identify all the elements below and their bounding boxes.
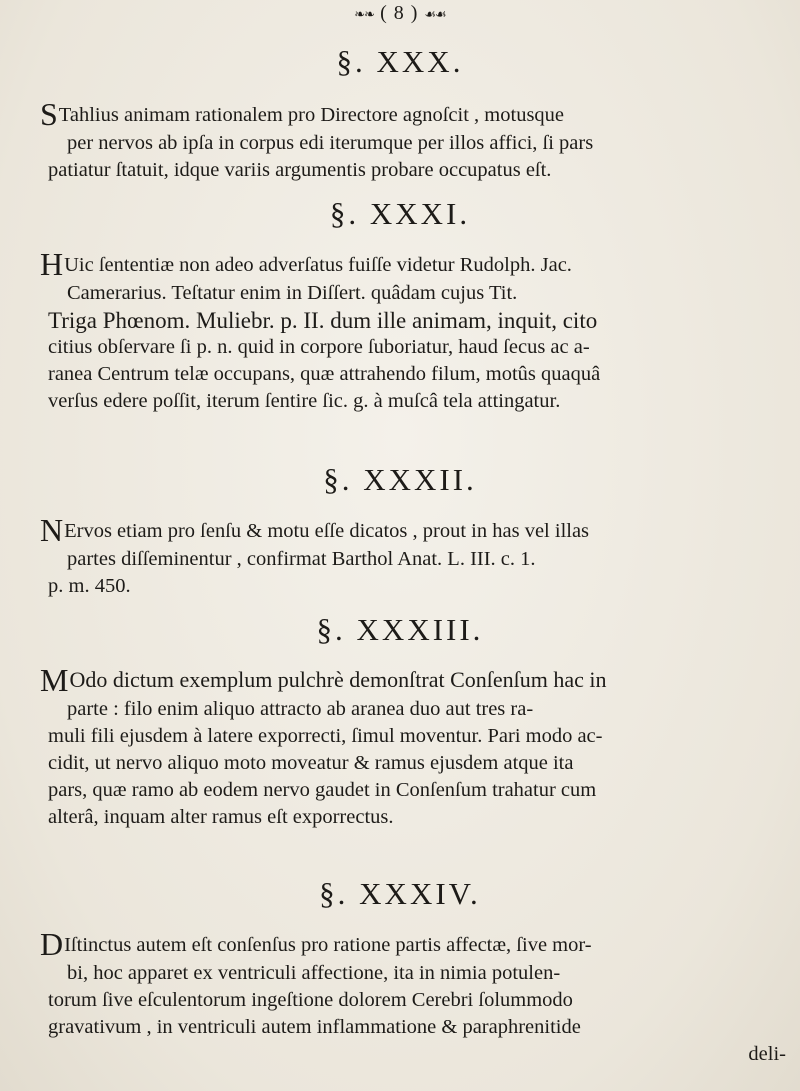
initial-letter: D bbox=[40, 926, 64, 962]
paragraph-line: citius obſervare ſi p. n. quid in corpore ſuboriatur, haud ſecus ac a- bbox=[48, 336, 590, 358]
initial-letter: N bbox=[40, 512, 64, 548]
ornament-left-icon: ❧❧ bbox=[354, 6, 375, 22]
section-heading-xxxiv: §. XXXIV. bbox=[319, 876, 481, 911]
section-paragraph-xxx bbox=[40, 96, 796, 184]
initial-letter: H bbox=[40, 246, 64, 282]
paragraph-line: parte : filo enim aliquo attracto ab aranea duo aut tres ra- bbox=[67, 698, 534, 720]
initial-letter: M bbox=[40, 662, 69, 698]
paragraph-line: DIſtinctus autem eſt conſenſus pro ratione partis affectæ, ſive mor- bbox=[40, 926, 592, 962]
page-header bbox=[0, 2, 800, 25]
paragraph-line: Triga Phœnom. Muliebr. p. II. dum ille animam, inquit, cito bbox=[48, 308, 598, 333]
paragraph-line: verſus edere poſſit, iterum ſentire ſic. g. à muſcâ tela attingatur. bbox=[48, 390, 561, 412]
paragraph-line: per nervos ab ipſa in corpus edi iterumque per illos affici, ſi pars bbox=[67, 132, 594, 154]
paragraph-line: Camerarius. Teſtatur enim in Diſſert. quâdam cujus Tit. bbox=[67, 282, 518, 304]
paragraph-line: pars, quæ ramo ab eodem nervo gaudet in Conſenſum trahatur cum bbox=[48, 779, 597, 801]
paragraph-line: torum ſive eſculentorum ingeſtione dolorem Cerebri ſolummodo bbox=[48, 989, 573, 1011]
paragraph-line: alterâ, inquam alter ramus eſt exporrectus. bbox=[48, 806, 394, 828]
section-paragraph-xxxii bbox=[40, 512, 796, 600]
paragraph-line: deli- bbox=[748, 1043, 786, 1065]
paragraph-line: muli fili ejusdem à latere exporrecti, ſimul moventur. Pari modo ac- bbox=[48, 725, 603, 747]
ornament-right-icon: ☙☙ bbox=[424, 6, 446, 22]
initial-letter: S bbox=[40, 96, 58, 132]
section-paragraph-xxxiv bbox=[40, 926, 796, 1068]
paragraph-line: HUic ſententiæ non adeo adverſatus fuiſſe videtur Rudolph. Jac. bbox=[40, 246, 572, 282]
section-heading-xxxi: §. XXXI. bbox=[329, 196, 471, 231]
section-paragraph-xxxi bbox=[40, 246, 796, 415]
section-heading-xxxiii: §. XXXIII. bbox=[316, 612, 484, 647]
section-heading-xxx: §. XXX. bbox=[336, 44, 464, 79]
paragraph-line: gravativum , in ventriculi autem inflammatione & paraphrenitide bbox=[48, 1016, 581, 1038]
paragraph-line: patiatur ſtatuit, idque variis argumentis probare occupatus eſt. bbox=[48, 159, 552, 181]
paragraph-line: cidit, ut nervo aliquo moto moveatur & ramus ejusdem atque ita bbox=[48, 752, 574, 774]
paragraph-line: partes diſſeminentur , confirmat Barthol Anat. L. III. c. 1. bbox=[67, 548, 536, 570]
page-number: ( 8 ) bbox=[380, 2, 419, 24]
section-paragraph-xxxiii bbox=[40, 662, 796, 831]
paragraph-line: ranea Centrum telæ occupans, quæ attrahendo filum, motûs quaquâ bbox=[48, 363, 601, 385]
paragraph-line: NErvos etiam pro ſenſu & motu eſſe dicatos , prout in has vel illas bbox=[40, 512, 590, 548]
paragraph-line: bi, hoc apparet ex ventriculi affectione, ita in nimia potulen- bbox=[67, 962, 561, 984]
section-heading-xxxii: §. XXXII. bbox=[323, 462, 477, 497]
paragraph-line: MOdo dictum exemplum pulchrè demonſtrat Conſenſum hac in bbox=[40, 662, 607, 698]
paragraph-line: STahlius animam rationalem pro Directore agnoſcit , motusque bbox=[40, 96, 565, 132]
paragraph-line: p. m. 450. bbox=[48, 575, 131, 597]
